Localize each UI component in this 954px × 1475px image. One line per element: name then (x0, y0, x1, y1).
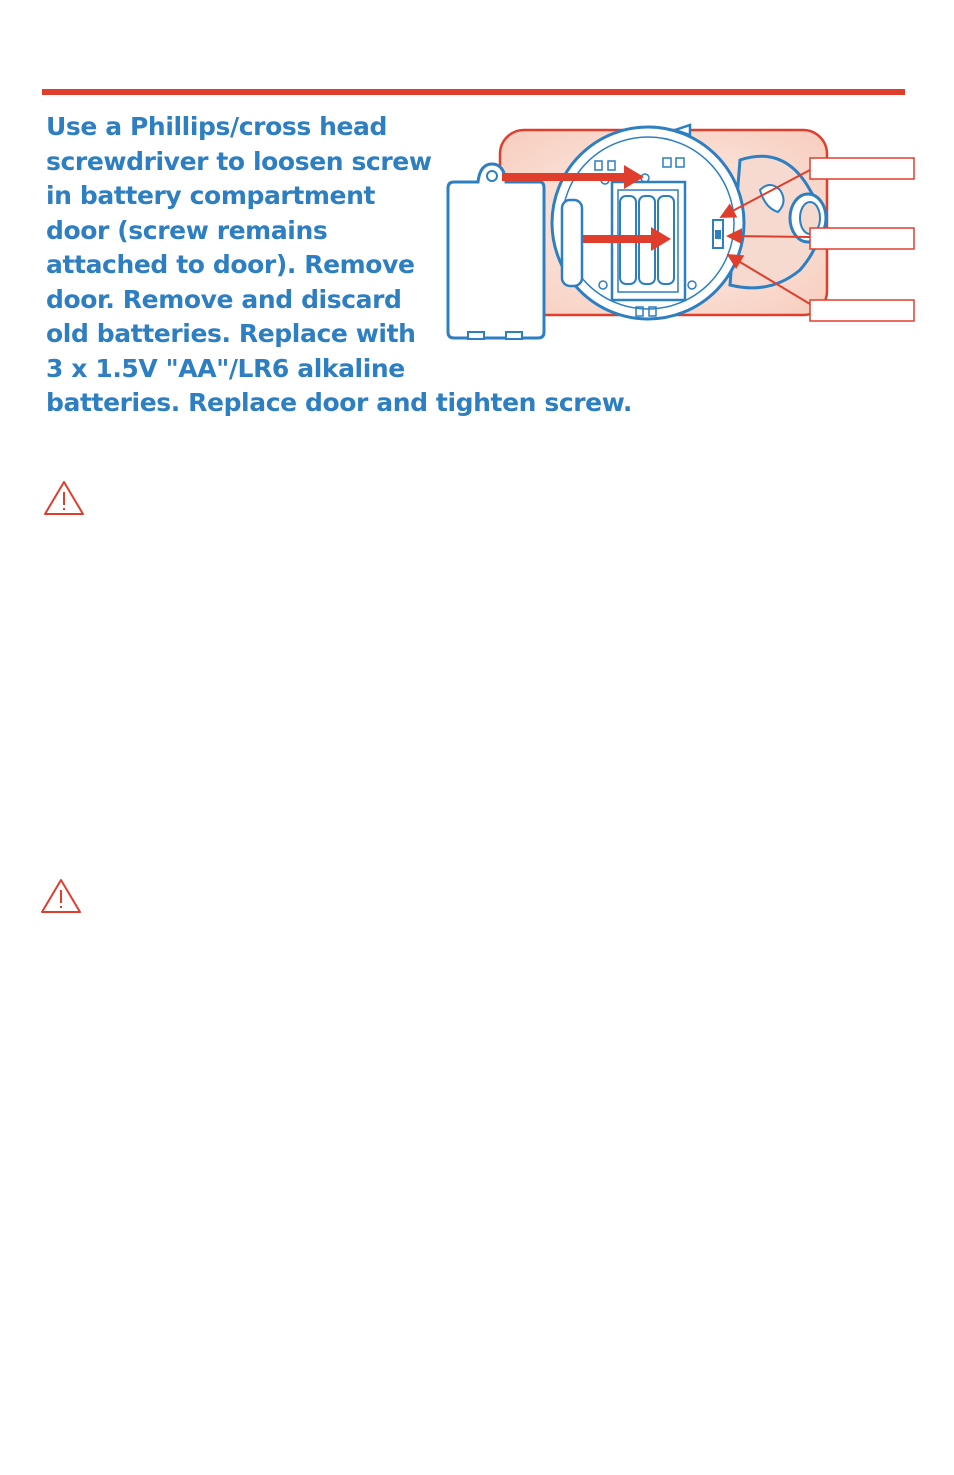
power-switch (713, 220, 723, 248)
instruction-line: 3 x 1.5V "AA"/LR6 alkaline (46, 353, 405, 383)
loose-battery (562, 200, 582, 286)
section-divider (42, 89, 905, 95)
instruction-line: Use a Phillips/cross head (46, 112, 388, 141)
instruction-line: in battery compartment (46, 181, 376, 210)
callout-box (810, 158, 914, 179)
warning-triangle-icon (39, 877, 83, 915)
instruction-line: door. Remove and discard (46, 284, 402, 314)
instruction-line: batteries. Replace door and tighten screw. (46, 388, 632, 417)
instruction-line: old batteries. Replace with (46, 319, 416, 348)
battery-compartment-illustration (440, 120, 920, 340)
callout-box (810, 300, 914, 321)
warning-triangle-icon (42, 479, 86, 517)
instruction-line: attached to door). Remove (46, 250, 415, 279)
instruction-line: door (screw remains (46, 215, 328, 245)
battery-door (448, 164, 544, 339)
instruction-line: screwdriver to loosen screw (46, 146, 432, 176)
callout-box (810, 228, 914, 249)
